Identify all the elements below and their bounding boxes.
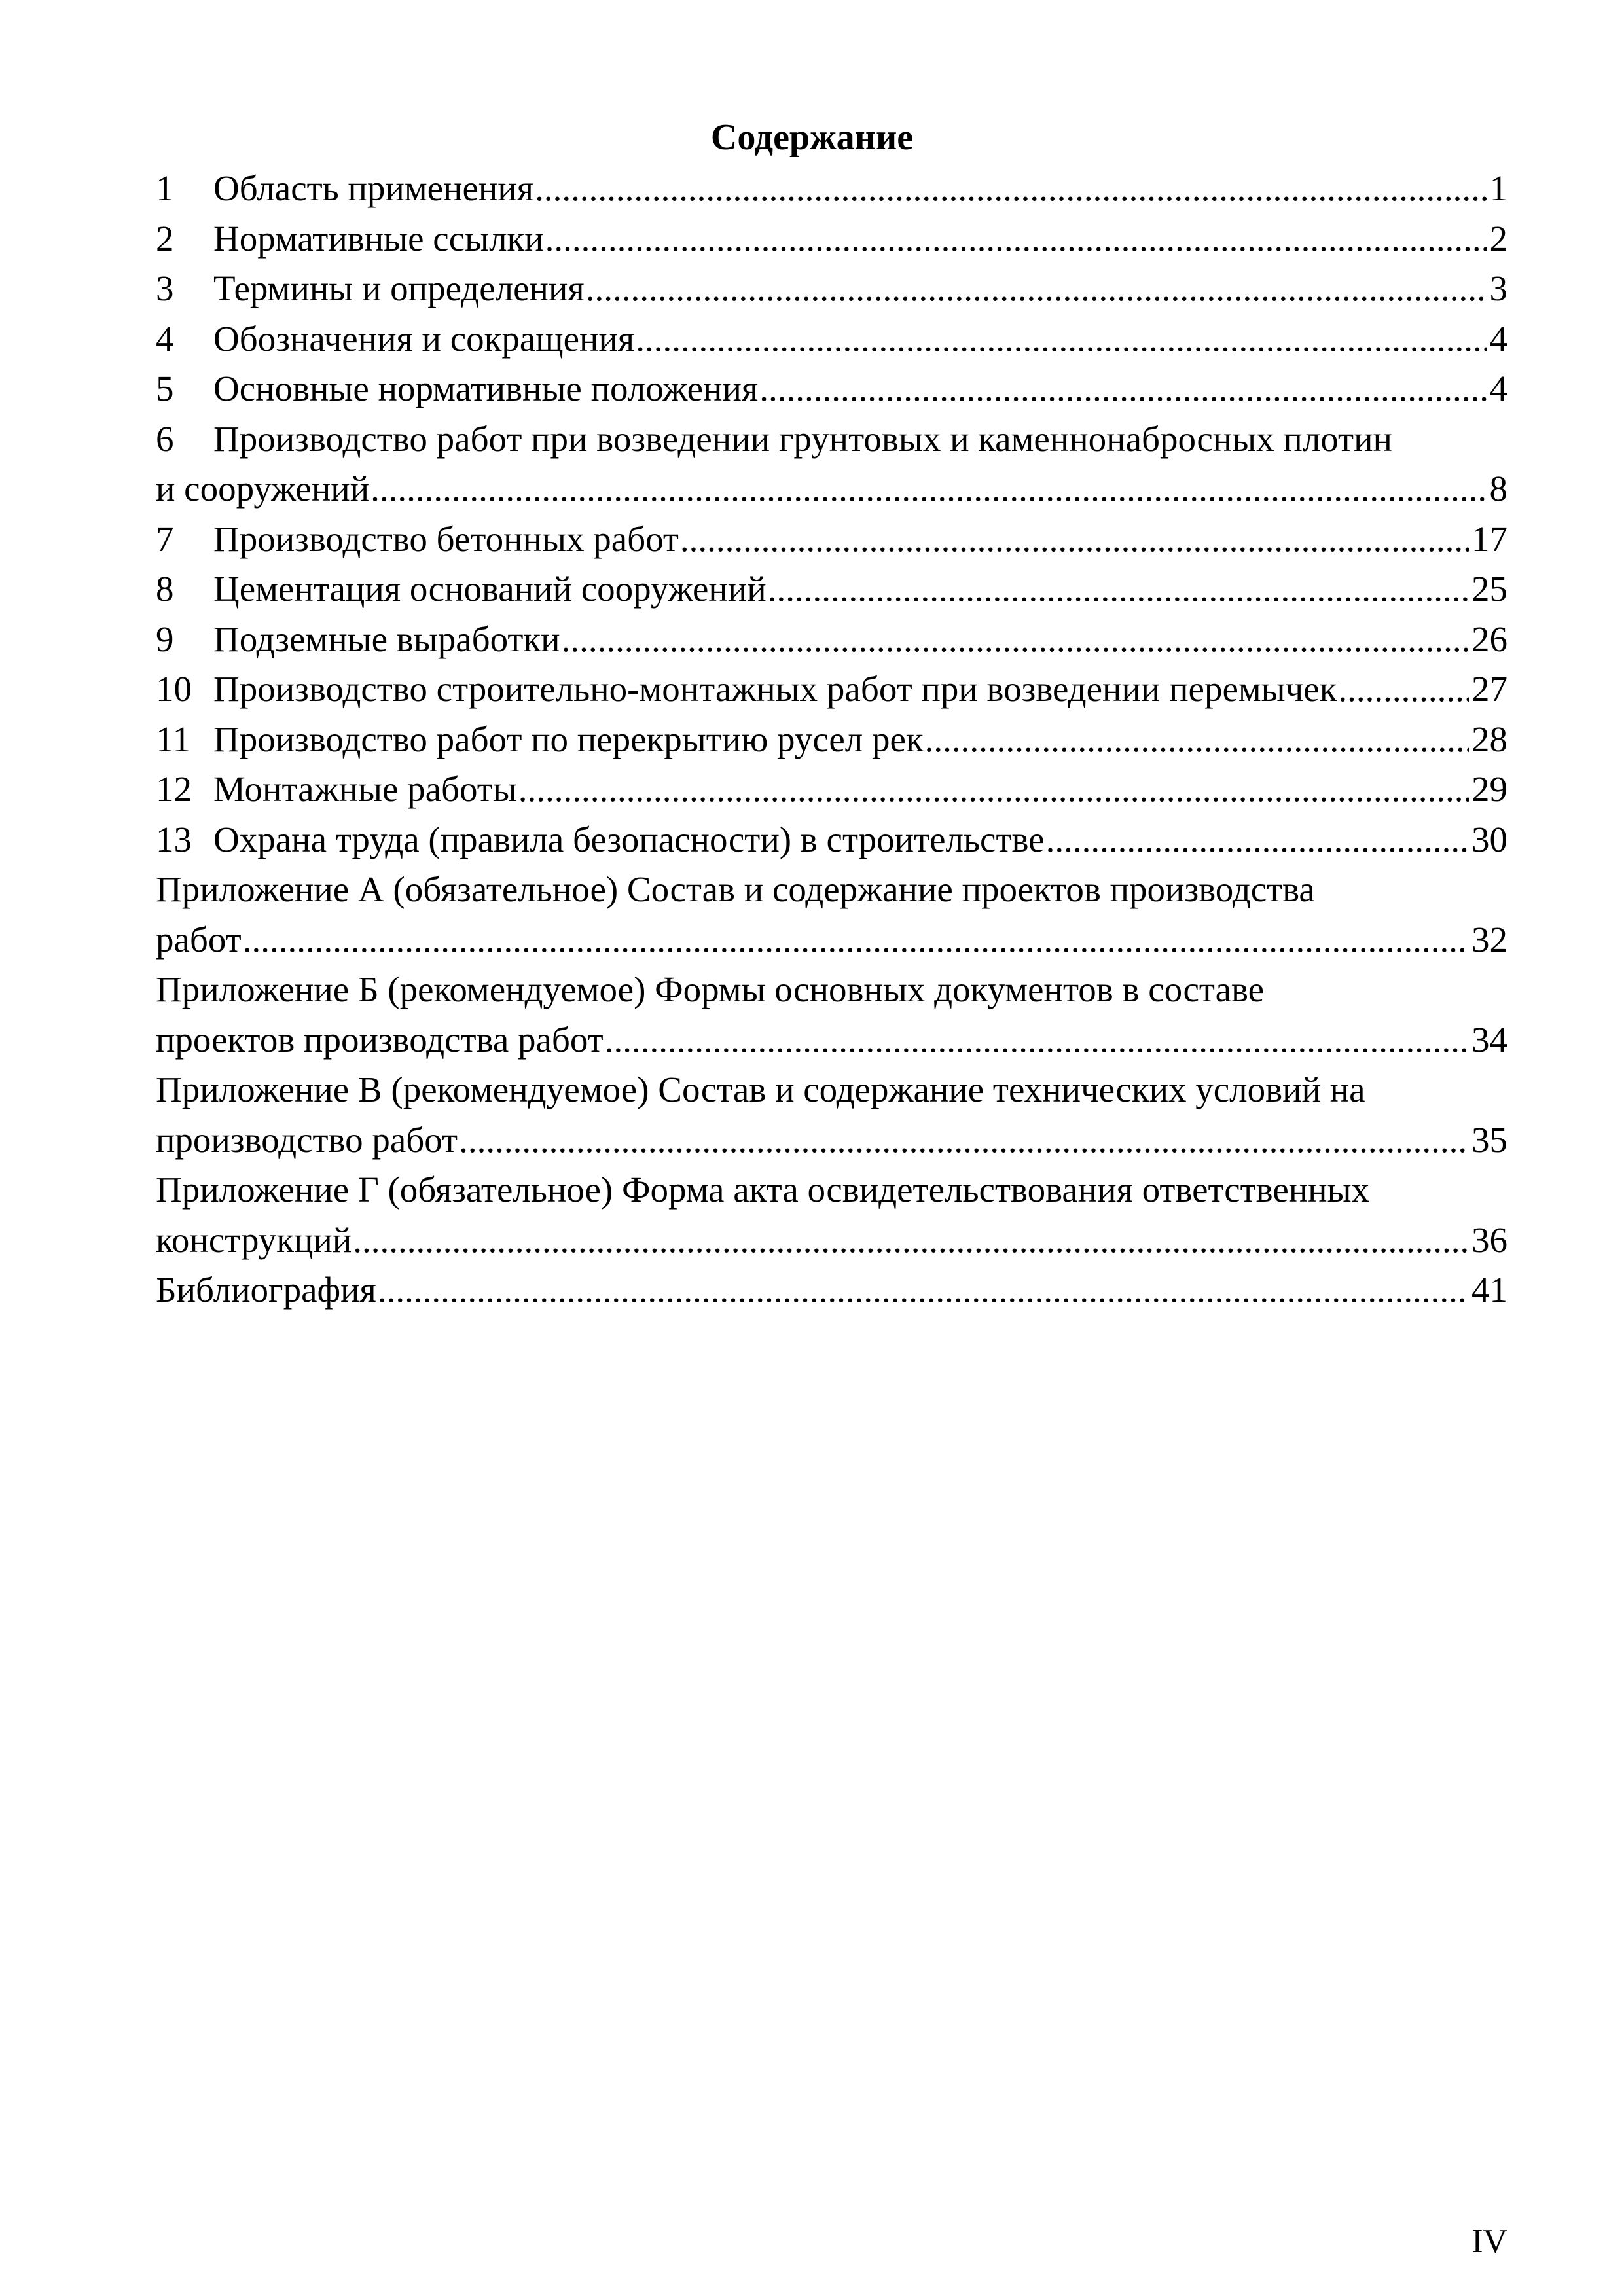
toc-entry-page: 17	[1471, 518, 1507, 559]
page-number: IV	[1471, 2223, 1507, 2260]
dot-leader	[535, 164, 1487, 214]
toc-entry-title-line2: производство работ	[156, 1119, 458, 1160]
toc-entry-number: 2	[156, 218, 174, 259]
toc-entry-page: 4	[1489, 368, 1507, 408]
toc-entry[interactable]	[156, 564, 1507, 615]
toc-entry-number: 13	[156, 819, 192, 859]
toc-entry-title: Производство работ по перекрытию русел рек	[213, 719, 924, 759]
toc-entry-number: 4	[156, 318, 174, 359]
toc-entry-title: Обозначения и сокращения	[213, 318, 635, 359]
toc-entry[interactable]	[156, 615, 1507, 665]
dot-leader	[1046, 815, 1469, 865]
dot-leader	[636, 314, 1487, 365]
toc-entry-title: Охрана труда (правила безопасности) в строительстве	[213, 819, 1045, 859]
toc-entry[interactable]	[156, 364, 1507, 414]
toc-entry-appendix-b[interactable]	[156, 965, 1507, 1065]
toc-entry-bibliography[interactable]	[156, 1265, 1507, 1316]
toc-entry-number: 9	[156, 619, 174, 659]
toc-entry[interactable]	[156, 164, 1507, 214]
toc-entry[interactable]	[156, 715, 1507, 765]
toc-entry[interactable]	[156, 815, 1507, 865]
toc-entry-title-line1: Производство работ при возведении грунтовых и каменнонабросных плотин	[213, 418, 1392, 459]
toc-entry-title: Подземные выработки	[213, 619, 560, 659]
toc-entry-number: 10	[156, 669, 192, 709]
toc-entry-number: 5	[156, 368, 174, 408]
toc-entry-title: Цементация оснований сооружений	[213, 569, 767, 609]
toc-entry-page: 25	[1471, 569, 1507, 609]
toc-entry-page: 3	[1489, 268, 1507, 308]
toc-entry-number: 1	[156, 168, 174, 208]
toc-entry-title: Термины и определения	[213, 268, 585, 308]
toc-entry[interactable]	[156, 314, 1507, 365]
toc-entry-number: 11	[156, 719, 190, 759]
dot-leader	[545, 214, 1487, 264]
toc-entry-number: 7	[156, 518, 174, 559]
dot-leader	[759, 364, 1487, 414]
toc-entry-title: Монтажные работы	[213, 769, 517, 809]
toc-entry-title-line1: Приложение Б (рекомендуемое) Формы основных документов в составе	[156, 969, 1265, 1009]
dot-leader	[518, 764, 1469, 815]
toc-entry-appendix-v[interactable]	[156, 1065, 1507, 1165]
toc-entry-page: 26	[1471, 619, 1507, 659]
toc-entry-title-line2: конструкций	[156, 1219, 352, 1260]
toc-title: Содержание	[710, 117, 914, 158]
toc-entry-appendix-g[interactable]	[156, 1165, 1507, 1265]
toc-entry[interactable]	[156, 514, 1507, 565]
dot-leader	[586, 264, 1487, 314]
toc-entry-appendix-a[interactable]	[156, 865, 1507, 965]
toc-entry-page: 32	[1471, 919, 1507, 960]
toc-entry-title: Библиография	[156, 1270, 376, 1310]
dot-leader	[370, 464, 1487, 514]
dot-leader	[925, 715, 1469, 765]
toc-entry-page: 36	[1471, 1219, 1507, 1260]
toc-entry-number: 6	[156, 418, 174, 459]
toc-entry-page: 27	[1471, 669, 1507, 709]
dot-leader	[605, 1015, 1469, 1066]
toc-entry-number: 8	[156, 569, 174, 609]
toc-entry-title-line2: работ	[156, 919, 242, 960]
toc-entry-title: Основные нормативные положения	[213, 368, 759, 408]
dot-leader	[680, 514, 1469, 565]
toc-entry-title-line1: Приложение В (рекомендуемое) Состав и содержание технических условий на	[156, 1069, 1365, 1109]
toc-entry-page: 41	[1471, 1270, 1507, 1310]
toc-entry-page: 34	[1471, 1019, 1507, 1060]
toc-entry-title-line1: Приложение А (обязательное) Состав и содержание проектов производства	[156, 869, 1315, 909]
toc-entry-page: 4	[1489, 318, 1507, 359]
dot-leader	[1338, 664, 1469, 715]
toc-entry[interactable]	[156, 214, 1507, 264]
toc-entry-title-line2: проектов производства работ	[156, 1019, 604, 1060]
dot-leader	[459, 1115, 1469, 1166]
toc-entry[interactable]	[156, 764, 1507, 815]
dot-leader	[243, 915, 1469, 965]
toc-entry[interactable]	[156, 664, 1507, 715]
toc-entry-title: Производство бетонных работ	[213, 518, 679, 559]
toc-entry-page: 8	[1489, 469, 1507, 509]
toc-entry[interactable]	[156, 414, 1507, 514]
toc-entry-page: 30	[1471, 819, 1507, 859]
toc-entry-page: 35	[1471, 1119, 1507, 1160]
toc-entry-page: 29	[1471, 769, 1507, 809]
dot-leader	[378, 1265, 1469, 1316]
toc-entry-number: 3	[156, 268, 174, 308]
toc-entry-title: Область применения	[213, 168, 534, 208]
toc-entry-title-line1: Приложение Г (обязательное) Форма акта освидетельствования ответственных	[156, 1170, 1370, 1210]
toc-entry-title: Производство строительно-монтажных работ при возведении перемычек	[213, 669, 1337, 709]
toc-entry-title: Нормативные ссылки	[213, 218, 544, 259]
toc-entry-page: 28	[1471, 719, 1507, 759]
toc-entry-title-line2: и сооружений	[156, 469, 370, 509]
toc-entry-page: 2	[1489, 218, 1507, 259]
dot-leader	[768, 564, 1469, 615]
toc-entry-page: 1	[1489, 168, 1507, 208]
table-of-contents	[156, 164, 1507, 1316]
toc-entry-number: 12	[156, 769, 192, 809]
dot-leader	[353, 1215, 1469, 1266]
dot-leader	[562, 615, 1469, 665]
toc-entry[interactable]	[156, 264, 1507, 314]
